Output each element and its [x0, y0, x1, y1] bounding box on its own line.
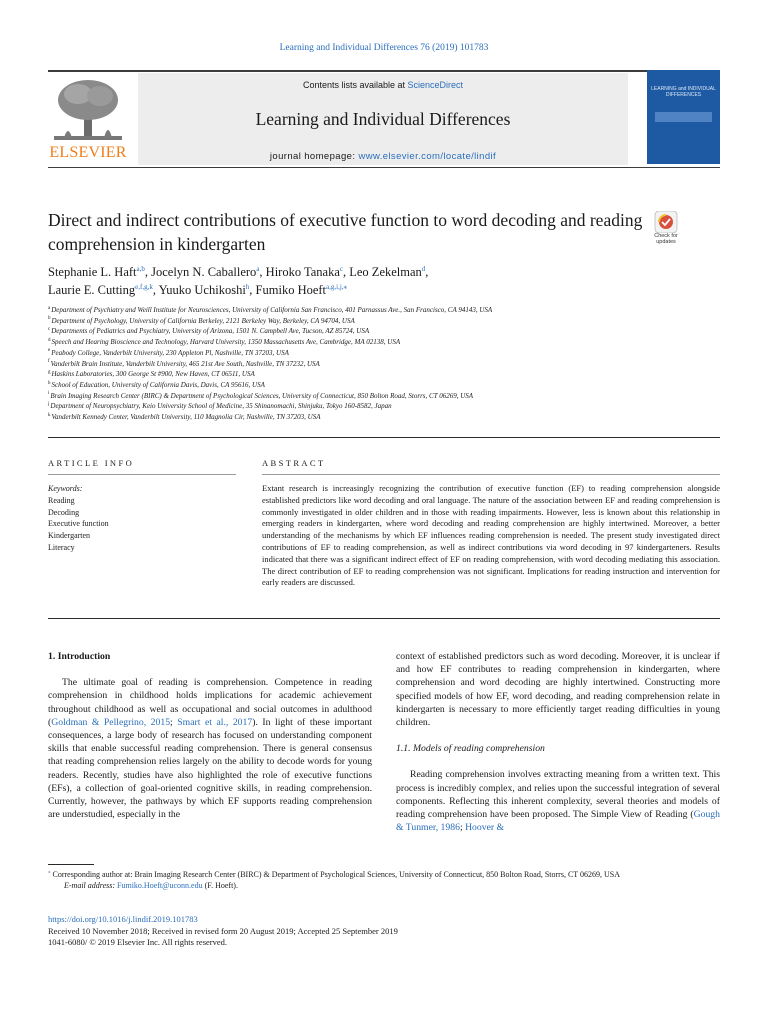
section-divider — [48, 618, 720, 619]
footnote-line — [48, 869, 720, 880]
author-separator: , — [343, 265, 350, 279]
affiliation-list — [48, 305, 728, 423]
doi-link[interactable]: https://doi.org/10.1016/j.lindif.2019.101783 — [48, 914, 198, 924]
tree-logo-icon — [48, 76, 128, 146]
publication-info — [48, 914, 720, 949]
article-title: Direct and indirect contributions of executive function to word decoding and reading comprehension in kindergarten — [48, 210, 643, 254]
affiliation-mark: a — [48, 305, 51, 311]
affiliation-text: Vanderbilt Brain Institute, Vanderbilt University, 465 21st Ave South, Nashville, TN 37232, USA — [50, 359, 320, 368]
affiliation-item — [48, 380, 728, 391]
text-run: Reading comprehension involves extracting meaning from a written text. This process is incredibly complex, and relies upon the successful integration of several components. Reflecting this inherent complexity, several theories and models of reading comprehension have been proposed. The Simple View of Reading ( — [396, 769, 720, 821]
affiliation-mark: f — [48, 359, 50, 365]
affiliation-item — [48, 359, 728, 370]
affiliation-mark: c — [48, 327, 51, 333]
affiliation-item — [48, 337, 728, 348]
section-heading: 1. Introduction — [48, 651, 111, 662]
keyword-item: Literacy — [48, 542, 75, 552]
email-label: E-mail address: — [64, 881, 116, 890]
homepage-prefix: journal homepage: — [269, 151, 359, 162]
elsevier-logo[interactable] — [48, 76, 128, 162]
affiliation-text: Vanderbilt Kennedy Center, Vanderbilt University, 110 Magnolia Cir, Nashville, TN 37203, USA — [51, 413, 321, 422]
homepage-link[interactable]: www.elsevier.com/locate/lindif — [358, 151, 497, 162]
running-head[interactable]: Learning and Individual Differences 76 (2019) 101783 — [279, 43, 489, 53]
author-name: Leo Zekelman — [349, 265, 422, 279]
author-separator: , — [425, 265, 429, 279]
footnote-mark: ⁎ — [48, 870, 51, 876]
journal-banner — [48, 70, 720, 168]
section-divider — [48, 437, 720, 438]
abstract-text: Extant research is increasingly recognizing the contribution of executive function (EF) to reading comprehension alongside established predictors like word decoding and oral language. The nature of the association between EF and reading comprehension is commonly investigated in older children and in those with reading impairments. However, less is known about this relationship in emerging readers in kindergarten, where word decoding and reading comprehension are highly intertwined. Moreover, a better understanding of the mechanisms by which EF influences reading comprehension is needed. The present study investigated direct contributions of EF to reading comprehension, as well as indirect contributions via word decoding in 97 kindergarteners. Results indicated that there was a significant indirect effect of EF on reading comprehension, with word decoding mediating this association. The direct contribution of EF to reading comprehension was not significant. Implications for reading instruction and intervention for early readers are discussed. — [262, 483, 720, 588]
author-name: Stephanie L. Haft — [48, 265, 137, 279]
affiliation-text: Brain Imaging Research Center (BIRC) & Department of Psychological Sciences, University of Connecticut, 850 Bolton Road, Storrs, CT 06269, USA — [50, 391, 474, 400]
affiliation-mark: i — [48, 391, 50, 397]
author-affiliation-marks[interactable]: a,b — [136, 264, 145, 273]
keyword-item: Kindergarten — [48, 531, 91, 541]
keyword-item: Reading — [48, 495, 75, 505]
affiliation-text: Department of Psychology, University of California Berkeley, 2121 Berkeley Way, Berkeley, CA 94704, USA — [51, 316, 355, 325]
affiliation-text: School of Education, University of California Davis, Davis, CA 95616, USA — [51, 380, 265, 389]
author-name: Laurie E. Cutting — [48, 283, 136, 297]
banner-bottom-rule — [48, 167, 720, 168]
affiliation-item — [48, 369, 728, 380]
keywords-label: Keywords: — [48, 484, 83, 493]
affiliation-text: Peabody College, Vanderbilt University, 230 Appleton Pl, Nashville, TN 37203, USA — [51, 348, 289, 357]
author-affiliation-marks[interactable]: a,g,i,j,⁎ — [326, 282, 348, 291]
crossmark-icon — [645, 211, 687, 233]
crossmark-label: Check for updates — [654, 233, 678, 245]
email-link[interactable]: Fumiko.Hoeft@uconn.edu — [117, 881, 203, 890]
corresponding-author-footnote — [48, 869, 720, 891]
affiliation-mark: k — [48, 412, 51, 418]
footnote-rule — [48, 864, 94, 865]
author-separator: , — [152, 283, 159, 297]
affiliation-text: Haskins Laboratories, 300 George St #900, New Haven, CT 06511, USA — [51, 370, 255, 379]
affiliation-text: Departments of Pediatrics and Psychiatry, University of Arizona, 1501 N. Campbell Ave, Tucson, AZ 85724, USA — [51, 327, 370, 336]
sciencedirect-link[interactable]: ScienceDirect — [407, 80, 464, 90]
footnote-text: Corresponding author at: Brain Imaging Research Center (BIRC) & Department of Psychological Sciences, University of Connecticut, 850 Bolton Road, Storrs, CT 06269, USA — [52, 870, 621, 879]
affiliation-text: Department of Psychiatry and Weill Institute for Neurosciences, University of California San Francisco, 401 Parnassus Ave., San Francisco, CA 94143, USA — [51, 306, 493, 314]
text-run: ). In light of these important consequences, a large body of research has focused on understanding component skills that enable successful reading comprehension. There is general consensus that reading comprehension relies largely on the ability to decode words for young readers. Recently, studies have also highlighted the role of executive functions (EFs), a collection of goal-oriented cognitive skills, in reading comprehension. Currently, however, the pathways by which EF supports reading comprehension are understudied, especially in the — [48, 716, 372, 821]
author-separator: , — [259, 265, 266, 279]
affiliation-item — [48, 305, 728, 316]
author-name: Hiroko Tanaka — [265, 265, 340, 279]
article-info-heading: ARTICLE INFO — [48, 458, 135, 468]
abstract-heading: ABSTRACT — [262, 458, 326, 468]
body-column-right — [396, 650, 720, 834]
received-dates: Received 10 November 2018; Received in revised form 20 August 2019; Accepted 25 September 2019 — [48, 925, 398, 936]
author-list — [48, 263, 688, 299]
article-info-rule — [48, 474, 236, 475]
affiliation-mark: j — [48, 402, 50, 407]
email-line — [48, 880, 720, 891]
keywords-list — [48, 495, 236, 554]
author-affiliation-marks[interactable]: h — [245, 282, 250, 291]
author-name: Fumiko Hoeft — [255, 283, 327, 297]
check-for-updates-badge[interactable] — [645, 211, 687, 251]
email-suffix: (F. Hoeft). — [202, 881, 238, 890]
keyword-item: Decoding — [48, 507, 80, 517]
paragraph: context of established predictors such as word decoding. Moreover, it is unclear if and how EF contributes to reading comprehension in kindergarten, where comprehension and word decoding are highly intertwined. Constructing more specified models of how EF, word decoding, and reading comprehension relate in kindergarten is necessary to more efficiently target reading difficulties in young children. — [396, 651, 720, 729]
banner-top-rule — [48, 70, 720, 72]
text-run: The ultimate goal of reading is comprehension. Competence in reading comprehension in childhood holds implications for academic achievement throughout childhood as well as occupational and social outcomes in adulthood ( — [48, 677, 372, 728]
journal-title: Learning and Individual Differences — [255, 109, 511, 129]
elsevier-wordmark: ELSEVIER — [49, 144, 127, 161]
affiliation-mark: b — [48, 316, 51, 322]
citation-link[interactable]: Hoover & — [465, 822, 505, 834]
keyword-item: Executive function — [48, 519, 109, 529]
contents-line — [138, 80, 628, 90]
contents-prefix: Contents lists available at — [302, 80, 408, 90]
author-affiliation-marks[interactable]: c — [339, 264, 343, 273]
abstract-rule — [262, 474, 720, 475]
keywords-block — [48, 483, 236, 554]
affiliation-text: Department of Neuropsychiatry, Keio University School of Medicine, 35 Shinanomachi, Shinjuku, Tokyo 160-8582, Japan — [50, 402, 392, 411]
journal-info-box — [138, 73, 628, 165]
paragraph — [48, 676, 372, 821]
affiliation-item — [48, 326, 728, 337]
copyright-line: 1041-6080/ © 2019 Elsevier Inc. All rights reserved. — [48, 937, 228, 947]
author-name: Yuuko Uchikoshi — [158, 283, 246, 297]
author-affiliation-marks[interactable]: e,f,g,k — [135, 282, 153, 291]
body-column-left — [48, 650, 372, 821]
subsection-heading: 1.1. Models of reading comprehension — [396, 743, 545, 755]
affiliation-mark: d — [48, 337, 51, 343]
affiliation-text: Speech and Hearing Bioscience and Technology, Harvard University, 1350 Massachusetts Ave, Cambridge, MA 02138, USA — [51, 338, 401, 347]
journal-cover-thumbnail[interactable] — [647, 70, 720, 164]
text-run: ; — [170, 716, 178, 728]
citation-link[interactable]: Gough & Tunmer, 1986 — [396, 809, 720, 834]
author-affiliation-marks[interactable]: a — [256, 264, 260, 273]
affiliation-mark: e — [48, 348, 51, 354]
cover-title: LEARNING and INDIVIDUAL DIFFERENCES — [651, 86, 716, 98]
cover-band — [655, 112, 712, 122]
affiliation-mark: h — [48, 380, 51, 386]
author-separator: , — [249, 283, 256, 297]
affiliation-item — [48, 316, 728, 327]
text-run: ; — [459, 822, 466, 834]
affiliation-mark: g — [48, 369, 51, 375]
author-affiliation-marks[interactable]: d — [421, 264, 426, 273]
affiliation-item — [48, 348, 728, 359]
paragraph — [396, 768, 720, 834]
homepage-line — [138, 151, 628, 162]
citation-link[interactable]: Goldman & Pellegrino, 2015 — [51, 716, 171, 728]
affiliation-item — [48, 401, 728, 412]
citation-link[interactable]: Smart et al., 2017 — [177, 716, 253, 728]
affiliation-item — [48, 412, 728, 423]
author-name: Jocelyn N. Caballero — [151, 265, 257, 279]
affiliation-item — [48, 391, 728, 402]
author-separator: , — [144, 265, 152, 279]
